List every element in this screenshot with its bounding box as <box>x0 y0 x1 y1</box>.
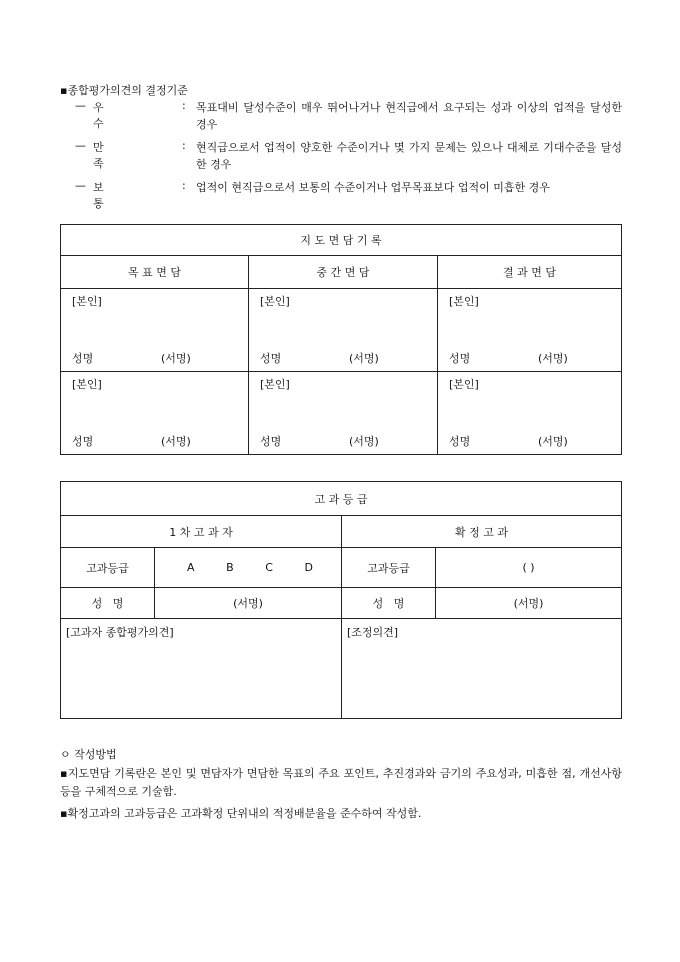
grading-title-text: 고 과 등 급 <box>314 492 368 506</box>
name-label: 성명 <box>260 435 282 448</box>
criteria-desc: 목표대비 달성수준이 매우 뛰어나거나 현직급에서 요구되는 성과 이상의 업적을 달성한 경우 <box>196 101 622 131</box>
interview-title-text: 지 도 면 담 기 록 <box>300 234 382 247</box>
sign-label: (서명) <box>161 435 191 448</box>
grade-option-a[interactable]: A <box>187 561 195 574</box>
dash: — <box>75 99 86 112</box>
col-mid-interview: 중 간 면 담 <box>249 256 438 289</box>
interview-cell-result-2[interactable] <box>438 372 622 455</box>
self-label: [본인] <box>449 378 479 391</box>
self-label: [본인] <box>260 378 290 391</box>
interview-cell-result-1[interactable] <box>438 289 622 372</box>
criteria-term: 보통 <box>93 181 104 210</box>
col-goal-interview: 목 표 면 담 <box>61 256 249 289</box>
sign-field-first[interactable]: (서명) <box>155 588 342 619</box>
sign-label: (서명) <box>538 435 568 448</box>
interview-cell-goal-2[interactable] <box>61 372 249 455</box>
name-label: 성명 <box>449 435 471 448</box>
sign-label: (서명) <box>349 352 379 365</box>
interview-title <box>61 225 622 256</box>
overall-opinion-label: [고과자 종합평가의견] <box>66 626 174 639</box>
self-label: [본인] <box>72 295 102 308</box>
sign-label: (서명) <box>538 352 568 365</box>
dash: — <box>75 179 86 192</box>
grade-options <box>155 548 342 588</box>
col-result-interview: 결 과 면 담 <box>438 256 622 289</box>
final-evaluation-header: 확 정 고 과 <box>342 516 622 548</box>
interview-cell-mid-2[interactable] <box>249 372 438 455</box>
name-label-final: 성 명 <box>342 588 436 619</box>
colon: : <box>182 179 186 192</box>
first-evaluator-header: 1 차 고 과 자 <box>61 516 342 548</box>
criteria-term: 우수 <box>93 101 104 130</box>
sign-label: (서명) <box>161 352 191 365</box>
self-label: [본인] <box>260 295 290 308</box>
method-heading: ㅇ 작성방법 <box>60 748 117 761</box>
self-label: [본인] <box>449 295 479 308</box>
colon: : <box>182 99 186 112</box>
grade-label-final: 고과등급 <box>342 548 436 588</box>
grade-option-d[interactable]: D <box>304 561 313 574</box>
grading-table <box>60 481 622 719</box>
dash: — <box>75 139 86 152</box>
sign-label: (서명) <box>349 435 379 448</box>
grade-option-b[interactable]: B <box>226 561 234 574</box>
final-grade-field[interactable]: ( ) <box>436 548 622 588</box>
adjustment-opinion-label: [조정의견] <box>347 626 399 639</box>
interview-cell-goal-1[interactable] <box>61 289 249 372</box>
self-label: [본인] <box>72 378 102 391</box>
method-note-2: ▪확정고과의 고과등급은 고과확정 단위내의 적정배분율을 준수하여 작성함. <box>60 807 422 820</box>
criteria-list <box>60 99 630 210</box>
overall-opinion-field[interactable] <box>61 619 342 719</box>
grade-option-c[interactable]: C <box>265 561 273 574</box>
criteria-term: 만족 <box>93 141 104 170</box>
criteria-desc: 업적이 현직급으로서 보통의 수준이거나 업무목표보다 업적이 미흡한 경우 <box>196 181 550 194</box>
criteria-heading: ▪종합평가의견의 결정기준 <box>60 84 188 97</box>
name-label: 성명 <box>72 435 94 448</box>
grade-label-first: 고과등급 <box>61 548 155 588</box>
grading-title <box>61 482 622 516</box>
name-label: 성명 <box>260 352 282 365</box>
method-note-1: ▪지도면담 기록란은 본인 및 면담자가 면담한 목표의 주요 포인트, 추진경과와 금기의 주요성과, 미흡한 점, 개선사항 등을 구체적으로 기술함. <box>60 767 622 798</box>
sign-field-final[interactable]: (서명) <box>436 588 622 619</box>
colon: : <box>182 139 186 152</box>
name-label-first: 성 명 <box>61 588 155 619</box>
name-label: 성명 <box>72 352 94 365</box>
interview-cell-mid-1[interactable] <box>249 289 438 372</box>
adjustment-opinion-field[interactable] <box>342 619 622 719</box>
name-label: 성명 <box>449 352 471 365</box>
interview-record-table <box>60 224 622 455</box>
criteria-desc: 현직급으로서 업적이 양호한 수준이거나 몇 가지 문제는 있으나 대체로 기대수준을 달성한 경우 <box>196 141 622 171</box>
